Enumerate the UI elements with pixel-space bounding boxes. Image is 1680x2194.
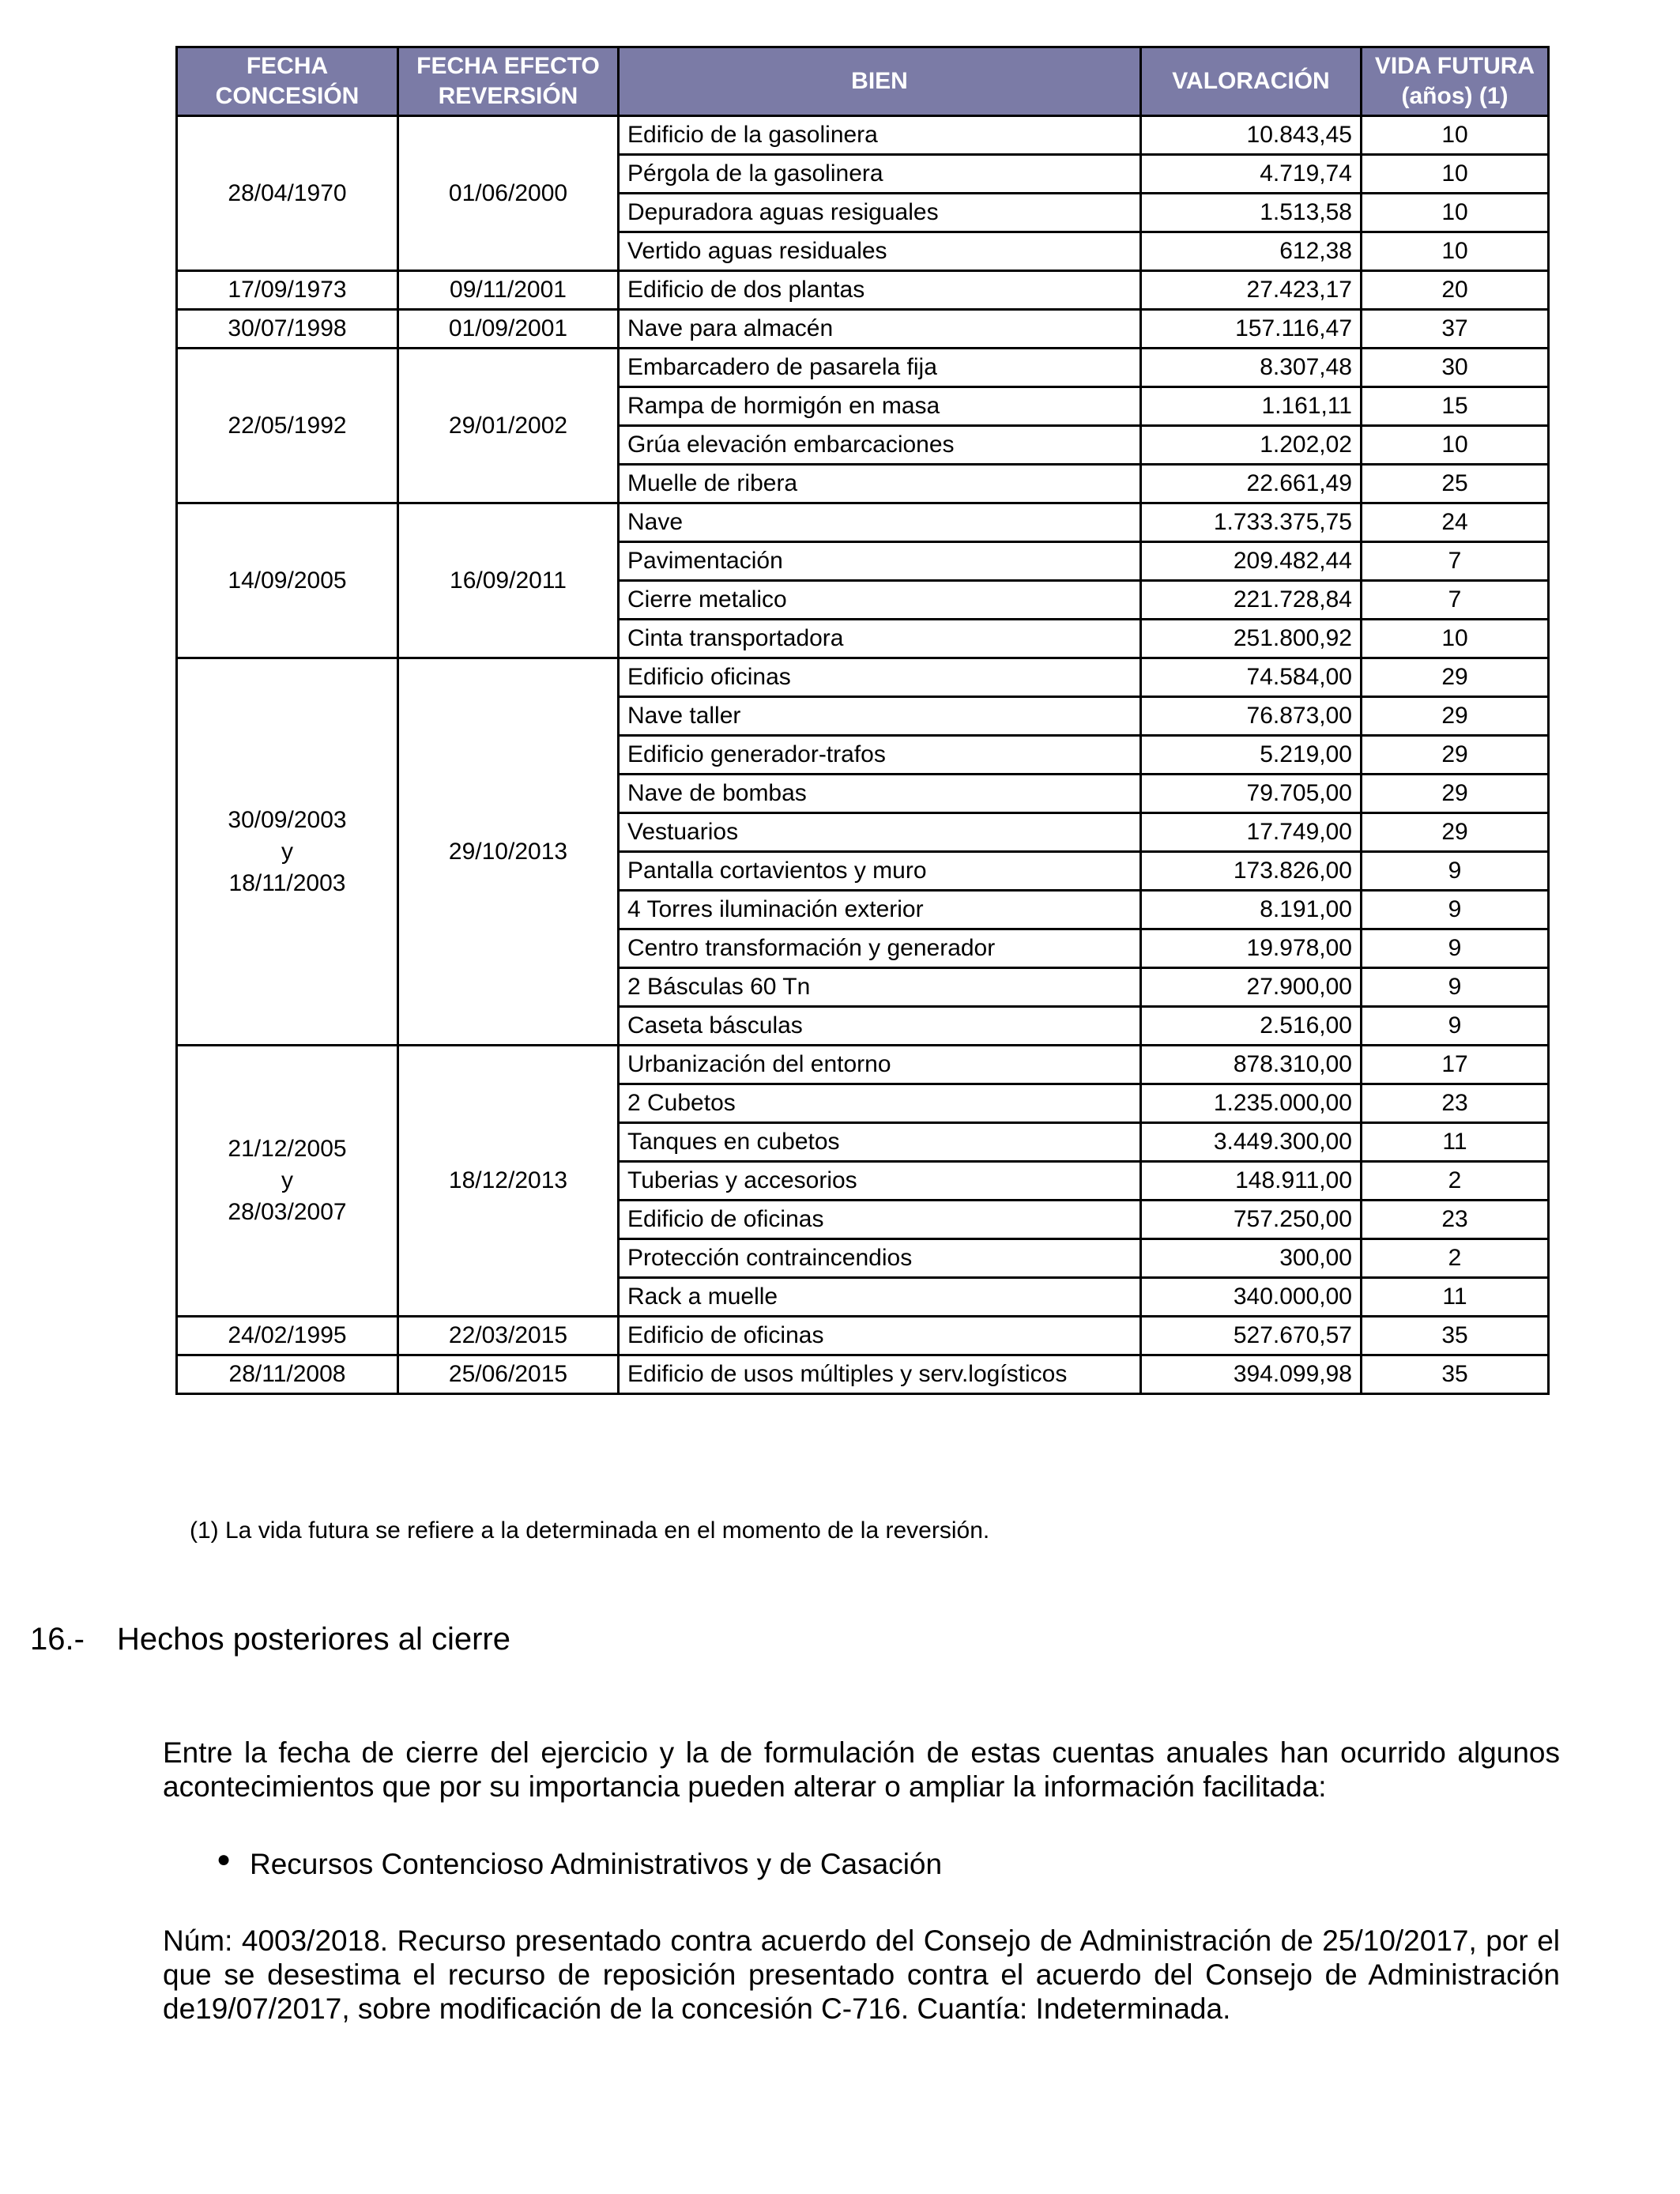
fecha-concesion-line: y — [281, 838, 293, 865]
cell-valoracion: 2.516,00 — [1141, 1007, 1362, 1046]
cell-fecha-reversion: 18/12/2013 — [398, 1046, 619, 1317]
cell-valoracion: 8.191,00 — [1141, 891, 1362, 929]
cell-vida-futura: 2 — [1362, 1239, 1549, 1278]
cell-valoracion: 4.719,74 — [1141, 155, 1362, 194]
cell-vida-futura: 15 — [1362, 387, 1549, 426]
table-row — [177, 1046, 1549, 1084]
cell-valoracion: 157.116,47 — [1141, 310, 1362, 349]
cell-vida-futura: 29 — [1362, 813, 1549, 852]
table-row — [177, 503, 1549, 542]
cell-bien: Nave taller — [619, 697, 1141, 736]
fecha-concesion-line: 30/09/2003 — [228, 806, 347, 833]
table-footnote: (1) La vida futura se refiere a la determinada en el momento de la reversión. — [190, 1517, 990, 1544]
cell-fecha-reversion: 09/11/2001 — [398, 271, 619, 310]
cell-vida-futura: 35 — [1362, 1355, 1549, 1394]
bullet-icon: ● — [217, 1846, 232, 1872]
cell-vida-futura: 10 — [1362, 426, 1549, 465]
section-number: 16.- — [30, 1622, 85, 1657]
cell-vida-futura: 29 — [1362, 736, 1549, 775]
cell-vida-futura: 9 — [1362, 852, 1549, 891]
cell-bien: Vertido aguas residuales — [619, 232, 1141, 271]
cell-bien: Tuberias y accesorios — [619, 1162, 1141, 1201]
header-fecha-concesion: FECHA CONCESIÓN — [177, 47, 398, 116]
cell-fecha-reversion: 01/06/2000 — [398, 116, 619, 271]
cell-valoracion: 27.423,17 — [1141, 271, 1362, 310]
cell-valoracion: 10.843,45 — [1141, 116, 1362, 155]
cell-bien: Depuradora aguas resiguales — [619, 194, 1141, 232]
cell-valoracion: 19.978,00 — [1141, 929, 1362, 968]
cell-vida-futura: 11 — [1362, 1278, 1549, 1317]
cell-vida-futura: 11 — [1362, 1123, 1549, 1162]
section-title: Hechos posteriores al cierre — [117, 1622, 510, 1657]
cell-bien: Caseta básculas — [619, 1007, 1141, 1046]
cell-bien: Vestuarios — [619, 813, 1141, 852]
cell-valoracion: 3.449.300,00 — [1141, 1123, 1362, 1162]
fecha-concesion-line: 24/02/1995 — [228, 1322, 347, 1348]
cell-vida-futura: 29 — [1362, 775, 1549, 813]
fecha-concesion-line: 28/04/1970 — [228, 179, 347, 206]
cell-valoracion: 221.728,84 — [1141, 581, 1362, 620]
header-valoracion: VALORACIÓN — [1141, 47, 1362, 116]
cell-vida-futura: 30 — [1362, 349, 1549, 387]
header-bien: BIEN — [619, 47, 1141, 116]
cell-bien: Edificio de oficinas — [619, 1317, 1141, 1355]
cell-fecha-reversion: 01/09/2001 — [398, 310, 619, 349]
table-row — [177, 349, 1549, 387]
cell-vida-futura: 2 — [1362, 1162, 1549, 1201]
cell-bien: Rampa de hormigón en masa — [619, 387, 1141, 426]
cell-bien: Edificio de oficinas — [619, 1201, 1141, 1239]
cell-vida-futura: 24 — [1362, 503, 1549, 542]
fecha-concesion-line: 28/03/2007 — [228, 1199, 347, 1225]
fecha-concesion-line: 22/05/1992 — [228, 412, 347, 439]
cell-vida-futura: 23 — [1362, 1084, 1549, 1123]
cell-valoracion: 1.202,02 — [1141, 426, 1362, 465]
cell-valoracion: 300,00 — [1141, 1239, 1362, 1278]
cell-fecha-reversion: 16/09/2011 — [398, 503, 619, 658]
cell-valoracion: 209.482,44 — [1141, 542, 1362, 581]
cell-vida-futura: 10 — [1362, 116, 1549, 155]
fecha-concesion-line: 30/07/1998 — [228, 315, 347, 341]
fecha-concesion-line: 17/09/1973 — [228, 277, 347, 303]
fecha-concesion-line: 14/09/2005 — [228, 567, 347, 594]
recurso-paragraph: Núm: 4003/2018. Recurso presentado contra acuerdo del Consejo de Administración de 25/10/2017, por el que se desestima el recurso de reposición presentado contra el acuerdo del Consejo de Administración de19/07/2017, sobre modificación de la concesión C-716. Cuantía: Indeterminada. — [163, 1924, 1560, 2025]
bullet-text: Recursos Contencioso Administrativos y de Casación — [250, 1848, 943, 1880]
cell-vida-futura: 7 — [1362, 581, 1549, 620]
cell-bien: Edificio de usos múltiples y serv.logísticos — [619, 1355, 1141, 1394]
table-row — [177, 310, 1549, 349]
cell-bien: Centro transformación y generador — [619, 929, 1141, 968]
cell-vida-futura: 7 — [1362, 542, 1549, 581]
cell-vida-futura: 29 — [1362, 697, 1549, 736]
cell-bien: Protección contraincendios — [619, 1239, 1141, 1278]
cell-valoracion: 340.000,00 — [1141, 1278, 1362, 1317]
cell-bien: Edificio oficinas — [619, 658, 1141, 697]
cell-bien: Edificio generador-trafos — [619, 736, 1141, 775]
cell-valoracion: 27.900,00 — [1141, 968, 1362, 1007]
table-row — [177, 271, 1549, 310]
cell-vida-futura: 9 — [1362, 929, 1549, 968]
cell-vida-futura: 25 — [1362, 465, 1549, 503]
cell-fecha-concesion — [177, 503, 398, 658]
cell-fecha-concesion — [177, 658, 398, 1046]
cell-vida-futura: 29 — [1362, 658, 1549, 697]
cell-valoracion: 251.800,92 — [1141, 620, 1362, 658]
cell-valoracion: 148.911,00 — [1141, 1162, 1362, 1201]
cell-valoracion: 5.219,00 — [1141, 736, 1362, 775]
cell-fecha-concesion — [177, 1355, 398, 1394]
cell-fecha-reversion: 29/10/2013 — [398, 658, 619, 1046]
cell-bien: Embarcadero de pasarela fija — [619, 349, 1141, 387]
cell-valoracion: 8.307,48 — [1141, 349, 1362, 387]
cell-fecha-reversion: 25/06/2015 — [398, 1355, 619, 1394]
table-row — [177, 1317, 1549, 1355]
cell-bien: Nave de bombas — [619, 775, 1141, 813]
cell-vida-futura: 23 — [1362, 1201, 1549, 1239]
cell-bien: Pérgola de la gasolinera — [619, 155, 1141, 194]
cell-vida-futura: 35 — [1362, 1317, 1549, 1355]
reversion-assets-table — [175, 46, 1550, 1395]
table-body — [177, 116, 1549, 1394]
cell-fecha-reversion: 22/03/2015 — [398, 1317, 619, 1355]
cell-valoracion: 1.235.000,00 — [1141, 1084, 1362, 1123]
cell-valoracion: 757.250,00 — [1141, 1201, 1362, 1239]
cell-bien: Nave — [619, 503, 1141, 542]
table-row — [177, 1355, 1549, 1394]
cell-valoracion: 1.733.375,75 — [1141, 503, 1362, 542]
table-row — [177, 116, 1549, 155]
cell-fecha-concesion — [177, 1046, 398, 1317]
cell-bien: Pantalla cortavientos y muro — [619, 852, 1141, 891]
cell-valoracion: 22.661,49 — [1141, 465, 1362, 503]
cell-bien: Tanques en cubetos — [619, 1123, 1141, 1162]
cell-vida-futura: 9 — [1362, 891, 1549, 929]
cell-vida-futura: 10 — [1362, 194, 1549, 232]
cell-vida-futura: 37 — [1362, 310, 1549, 349]
cell-bien: Pavimentación — [619, 542, 1141, 581]
header-fecha-efecto-reversion: FECHA EFECTO REVERSIÓN — [398, 47, 619, 116]
cell-fecha-reversion: 29/01/2002 — [398, 349, 619, 503]
cell-fecha-concesion — [177, 1317, 398, 1355]
cell-vida-futura: 9 — [1362, 968, 1549, 1007]
cell-valoracion: 17.749,00 — [1141, 813, 1362, 852]
cell-vida-futura: 10 — [1362, 155, 1549, 194]
cell-fecha-concesion — [177, 271, 398, 310]
cell-valoracion: 74.584,00 — [1141, 658, 1362, 697]
cell-fecha-concesion — [177, 349, 398, 503]
cell-vida-futura: 17 — [1362, 1046, 1549, 1084]
cell-bien: Nave para almacén — [619, 310, 1141, 349]
cell-valoracion: 1.513,58 — [1141, 194, 1362, 232]
fecha-concesion-line: 18/11/2003 — [228, 869, 346, 896]
cell-bien: Grúa elevación embarcaciones — [619, 426, 1141, 465]
intro-paragraph: Entre la fecha de cierre del ejercicio y la de formulación de estas cuentas anuales han ocurrido algunos acontecimientos que por su importancia pueden alterar o ampliar la información facilitada: — [163, 1736, 1560, 1803]
cell-bien: 2 Cubetos — [619, 1084, 1141, 1123]
table-header-row — [177, 47, 1549, 116]
reversion-table-container — [175, 46, 1547, 1395]
fecha-concesion-line: 21/12/2005 — [228, 1136, 347, 1162]
cell-vida-futura: 20 — [1362, 271, 1549, 310]
cell-bien: 4 Torres iluminación exterior — [619, 891, 1141, 929]
cell-fecha-concesion — [177, 310, 398, 349]
cell-valoracion: 612,38 — [1141, 232, 1362, 271]
cell-bien: Urbanización del entorno — [619, 1046, 1141, 1084]
fecha-concesion-line: y — [281, 1167, 293, 1193]
cell-bien: Cinta transportadora — [619, 620, 1141, 658]
cell-bien: Cierre metalico — [619, 581, 1141, 620]
cell-bien: Muelle de ribera — [619, 465, 1141, 503]
cell-fecha-concesion — [177, 116, 398, 271]
cell-vida-futura: 9 — [1362, 1007, 1549, 1046]
cell-valoracion: 878.310,00 — [1141, 1046, 1362, 1084]
cell-valoracion: 76.873,00 — [1141, 697, 1362, 736]
section-heading — [30, 1622, 510, 1657]
cell-vida-futura: 10 — [1362, 620, 1549, 658]
header-vida-futura: VIDA FUTURA (años) (1) — [1362, 47, 1549, 116]
cell-bien: 2 Básculas 60 Tn — [619, 968, 1141, 1007]
cell-valoracion: 1.161,11 — [1141, 387, 1362, 426]
cell-valoracion: 394.099,98 — [1141, 1355, 1362, 1394]
cell-vida-futura: 10 — [1362, 232, 1549, 271]
cell-valoracion: 79.705,00 — [1141, 775, 1362, 813]
table-row — [177, 658, 1549, 697]
cell-bien: Edificio de dos plantas — [619, 271, 1141, 310]
cell-valoracion: 527.670,57 — [1141, 1317, 1362, 1355]
cell-bien: Rack a muelle — [619, 1278, 1141, 1317]
cell-bien: Edificio de la gasolinera — [619, 116, 1141, 155]
fecha-concesion-line: 28/11/2008 — [228, 1361, 346, 1387]
cell-valoracion: 173.826,00 — [1141, 852, 1362, 891]
